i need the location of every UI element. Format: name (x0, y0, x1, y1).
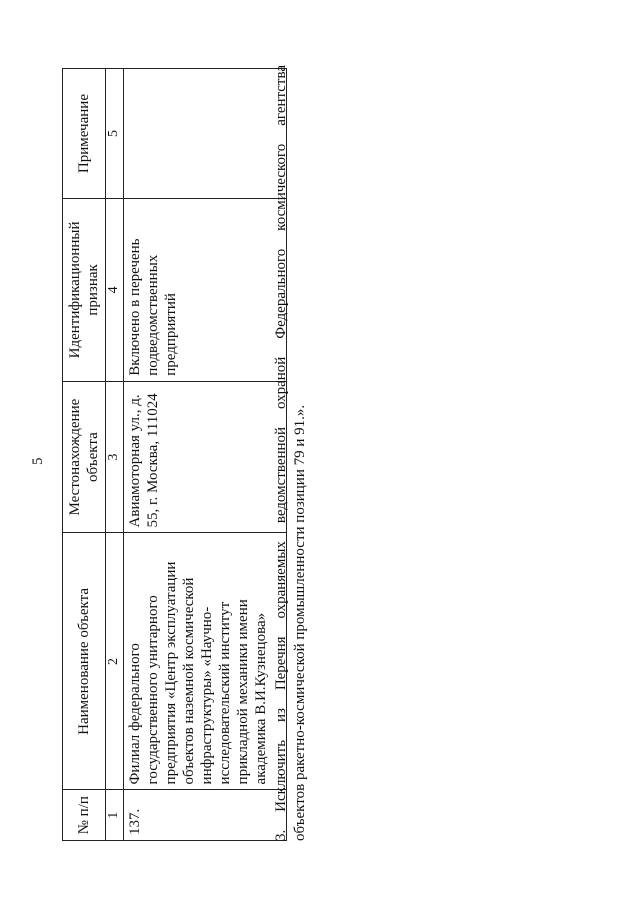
table-header-row (63, 69, 106, 841)
header-number: № п/п (63, 790, 106, 841)
header-note: Примечание (63, 69, 106, 199)
column-number: 2 (106, 533, 124, 790)
paragraph-line-1: 3. Исключить из Перечня охраняемых ведомственной охраной Федерального космического агентства (273, 65, 289, 841)
header-object-name: Наименование объекта (63, 533, 106, 790)
column-number: 5 (106, 69, 124, 199)
column-number: 3 (106, 381, 124, 533)
page-number: 5 (30, 457, 46, 465)
row-number: 137. (123, 790, 286, 841)
table-row (123, 69, 286, 841)
header-identification: Идентификационный признак (63, 199, 106, 382)
header-location: Местонахождение объекта (63, 381, 106, 533)
row-object-name: Филиал федерального государственного унитарного предприятия «Центр эксплуатации объектов наземной космической инфраструктуры» «Научно-исследовательский институт прикладной механики имени академика В.И.Кузнецова» (123, 533, 286, 790)
column-number-row (106, 69, 124, 841)
column-number: 4 (106, 199, 124, 382)
column-number: 1 (106, 790, 124, 841)
paragraph-line-2: объектов ракетно-космической промышленности позиции 79 и 91.». (292, 404, 308, 841)
row-identification: Включено в перечень подведомственных предприятий (123, 199, 286, 382)
objects-table (62, 68, 287, 841)
row-note (123, 69, 286, 199)
exclusion-paragraph (272, 65, 310, 841)
row-location: Авиамоторная ул., д. 55, г. Москва, 111024 (123, 381, 286, 533)
